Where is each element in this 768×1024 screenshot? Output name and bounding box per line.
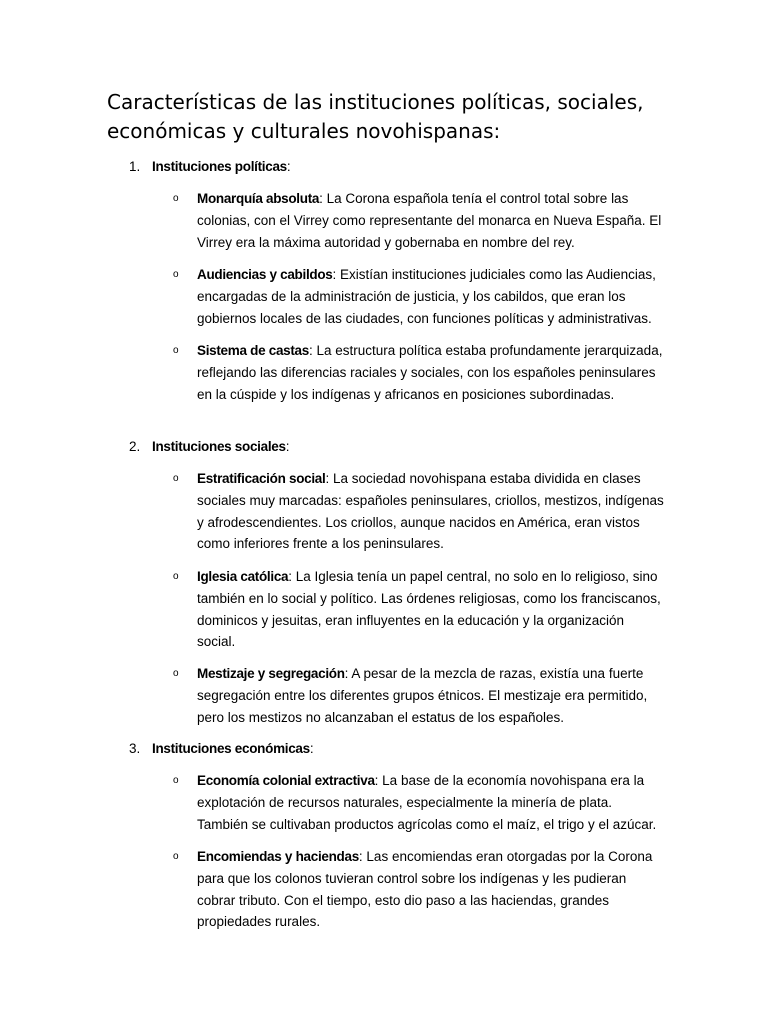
bullet-icon: o <box>173 193 179 204</box>
bullet-icon: o <box>173 571 179 582</box>
section-heading-colon: : <box>285 439 290 454</box>
item-term: Estratificación social <box>197 471 326 486</box>
bullet-icon: o <box>173 775 179 786</box>
bullet-icon: o <box>173 269 179 280</box>
bullet-icon: o <box>173 345 179 356</box>
bullet-icon: o <box>173 473 179 484</box>
item-description: : La estructura política estaba profundamente jerarquizada, reflejando las diferencias raciales y sociales, con los españoles peninsulares en la cúspide y los indígenas y africanos en posiciones subordinadas. <box>197 343 663 402</box>
item-term: Iglesia católica <box>197 569 289 584</box>
item-term: Monarquía absoluta <box>197 191 320 206</box>
item-description: : La base de la economía novohispana era la explotación de recursos naturales, especialmente la minería de plata. También se cultivaban productos agrícolas como el maíz, el trigo y el azúcar. <box>197 773 657 832</box>
section-heading <box>0 436 768 458</box>
item-term: Audiencias y cabildos <box>197 267 333 282</box>
item-paragraph <box>197 846 665 933</box>
section-heading-text: Instituciones políticas <box>152 159 287 174</box>
item-paragraph <box>197 566 665 653</box>
item-description: : La Iglesia tenía un papel central, no solo en lo religioso, sino también en lo social y político. Las órdenes religiosas, como los franciscanos, dominicos y jesuitas, eran influyentes en la educación y la organización social. <box>197 569 661 650</box>
item-term: Encomiendas y haciendas <box>197 849 359 864</box>
section-heading <box>0 738 768 760</box>
item-description: : La Corona española tenía el control total sobre las colonias, con el Virrey como representante del monarca en Nueva España. El Virrey era la máxima autoridad y gobernaba en nombre del rey. <box>197 191 662 250</box>
item-description: : A pesar de la mezcla de razas, existía una fuerte segregación entre los diferentes grupos étnicos. El mestizaje era permitido, pero los mestizos no alcanzaban el estatus de los españoles. <box>197 666 648 725</box>
item-paragraph <box>197 468 665 555</box>
item-term: Economía colonial extractiva <box>197 773 375 788</box>
item-description: : La sociedad novohispana estaba dividida en clases sociales muy marcadas: españoles peninsulares, criollos, mestizos, indígenas y afrodescendientes. Los criollos, aunque nacidos en América, eran vistos como inferiores frente a los peninsulares. <box>197 471 664 552</box>
page-title: Características de las instituciones políticas, sociales, económicas y culturales novohispanas: <box>107 90 644 143</box>
item-paragraph <box>197 340 665 405</box>
item-term: Mestizaje y segregación <box>197 666 345 681</box>
section-number: 2. <box>129 439 141 454</box>
section-heading-colon: : <box>309 741 314 756</box>
item-term: Sistema de castas <box>197 343 309 358</box>
item-paragraph <box>197 188 665 253</box>
section-heading <box>0 156 768 178</box>
bullet-icon: o <box>173 851 179 862</box>
item-paragraph <box>197 663 665 728</box>
section-heading-text: Instituciones sociales <box>152 439 286 454</box>
section-heading-colon: : <box>286 159 291 174</box>
section-number: 3. <box>129 741 141 756</box>
bullet-icon: o <box>173 668 179 679</box>
item-paragraph <box>197 770 665 835</box>
item-paragraph <box>197 264 665 329</box>
item-description: : Existían instituciones judiciales como las Audiencias, encargadas de la administración de justicia, y los cabildos, que eran los gobiernos locales de las ciudades, con funciones políticas y administrativas. <box>197 267 656 326</box>
item-description: : Las encomiendas eran otorgadas por la Corona para que los colonos tuvieran control sobre los indígenas y les pudieran cobrar tributo. Con el tiempo, esto dio paso a las haciendas, grandes propiedades rurales. <box>197 849 653 930</box>
section-heading-text: Instituciones económicas <box>152 741 310 756</box>
section-number: 1. <box>129 159 141 174</box>
